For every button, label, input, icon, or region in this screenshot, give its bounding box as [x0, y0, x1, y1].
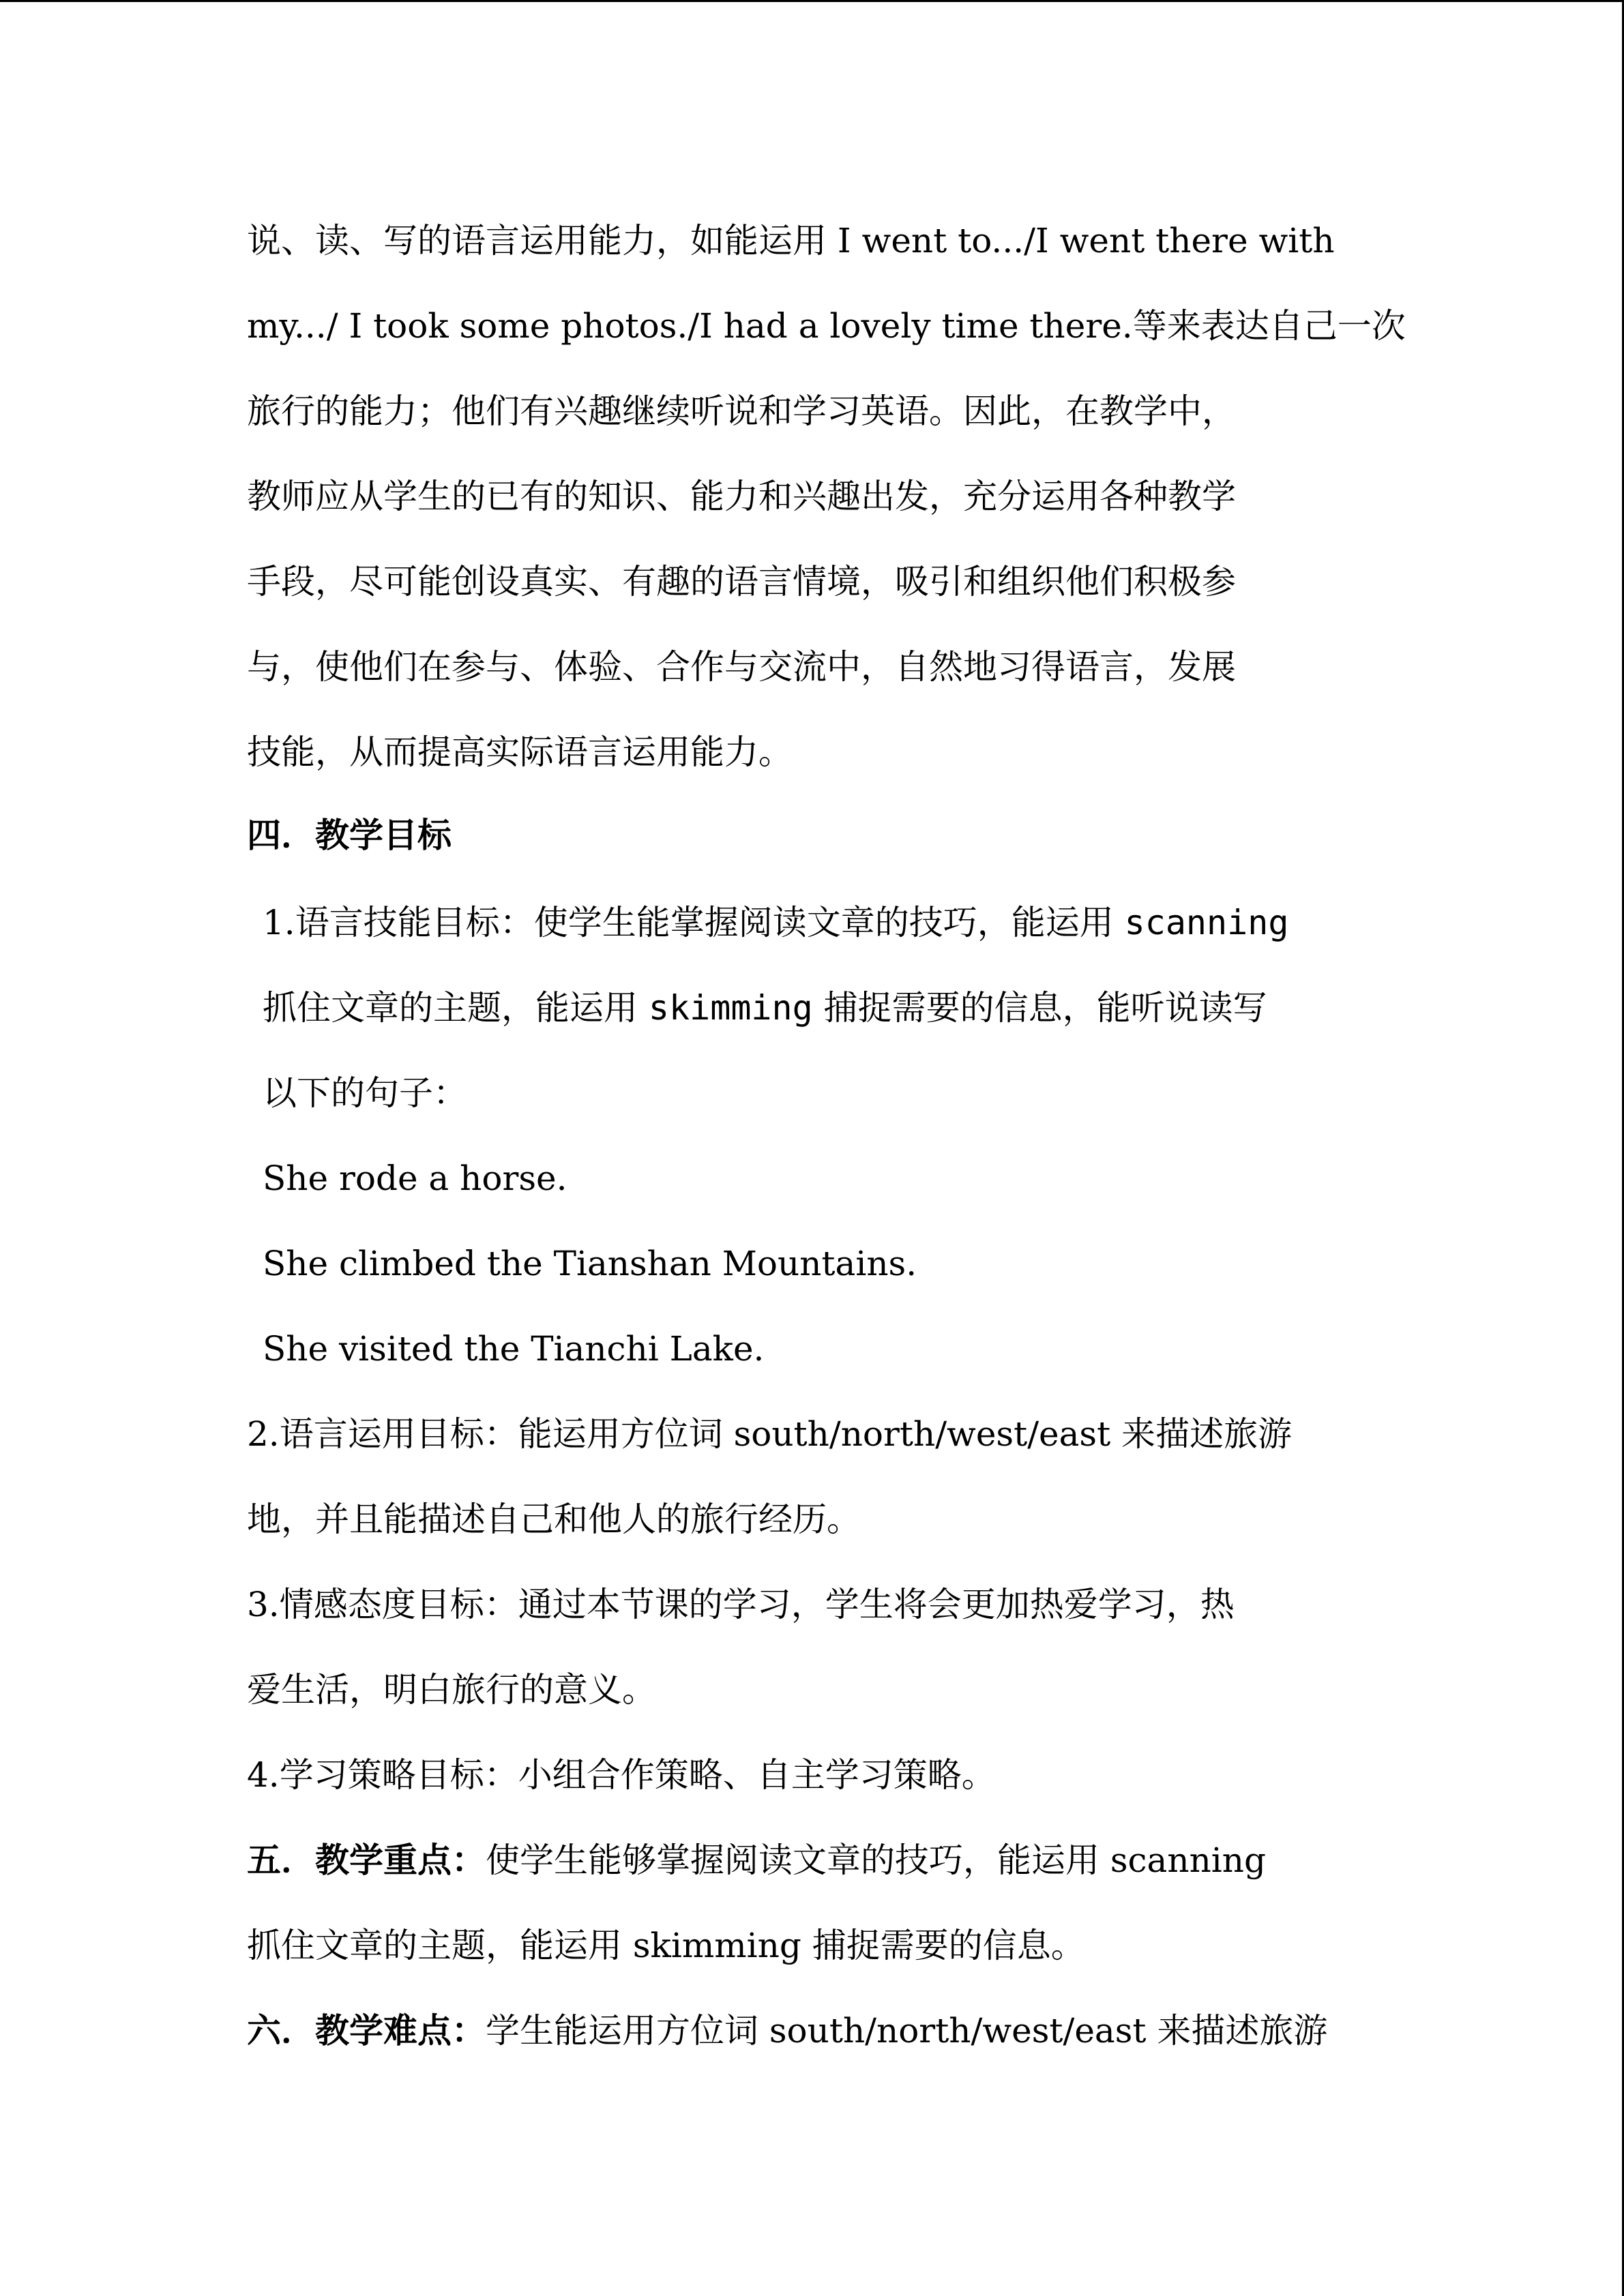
body-line-6: 与，使他们在参与、体验、合作与交流中，自然地习得语言，发展 — [247, 647, 1236, 687]
section-5-text: 使学生能够掌握阅读文章的技巧，能运用 scanning — [486, 1840, 1266, 1880]
body-line-1: 说、读、写的语言运用能力，如能运用 I went to.../I went there with — [247, 221, 1335, 260]
goal-4-line: 4.学习策略目标：小组合作策略、自主学习策略。 — [247, 1755, 996, 1795]
body-line-2: my.../ I took some photos./I had a lovely time there.等来表达自己一次 — [247, 306, 1406, 346]
section-5-line-1 — [247, 1840, 1266, 1880]
goal-1-term-skimming: skimming — [648, 988, 813, 1028]
section-6-heading: 六．教学难点： — [247, 2010, 486, 2051]
body-line-3: 旅行的能力；他们有兴趣继续听说和学习英语。因此，在教学中， — [247, 391, 1236, 431]
section-4-heading: 四．教学目标 — [247, 815, 452, 855]
section-5-heading: 五．教学重点： — [247, 1840, 486, 1880]
page-top-border — [0, 0, 1624, 2]
goal-1-line-3: 以下的句子： — [263, 1073, 467, 1113]
body-line-5: 手段，尽可能创设真实、有趣的语言情境，吸引和组织他们积极参 — [247, 562, 1236, 601]
goal-1-term-scanning: scanning — [1124, 903, 1289, 942]
sentence-2: She climbed the Tianshan Mountains. — [263, 1244, 917, 1283]
sentence-3: She visited the Tianchi Lake. — [263, 1329, 765, 1369]
goal-2-line-2: 地，并且能描述自己和他人的旅行经历。 — [247, 1500, 861, 1539]
goal-3-line-2: 爱生活，明白旅行的意义。 — [247, 1670, 656, 1710]
goal-1-line-2-prefix: 抓住文章的主题，能运用 — [263, 988, 649, 1028]
sentence-1: She rode a horse. — [263, 1159, 567, 1198]
section-5-line-2: 抓住文章的主题，能运用 skimming 捕捉需要的信息。 — [247, 1926, 1085, 1965]
goal-1-line-2-suffix: 捕捉需要的信息，能听说读写 — [812, 988, 1267, 1028]
goal-3-line-1: 3.情感态度目标：通过本节课的学习，学生将会更加热爱学习，热 — [247, 1585, 1235, 1624]
section-6-line-1 — [247, 2010, 1328, 2051]
goal-1-prefix: 1.语言技能目标：使学生能掌握阅读文章的技巧，能运用 — [263, 903, 1125, 942]
section-6-text: 学生能运用方位词 south/north/west/east 来描述旅游 — [486, 2011, 1328, 2051]
goal-1-line-1 — [263, 903, 1289, 942]
body-line-7: 技能，从而提高实际语言运用能力。 — [247, 732, 793, 772]
body-line-4: 教师应从学生的已有的知识、能力和兴趣出发，充分运用各种教学 — [247, 477, 1236, 516]
goal-2-line-1: 2.语言运用目标：能运用方位词 south/north/west/east 来描述旅游 — [247, 1414, 1293, 1454]
goal-1-line-2 — [263, 988, 1267, 1028]
